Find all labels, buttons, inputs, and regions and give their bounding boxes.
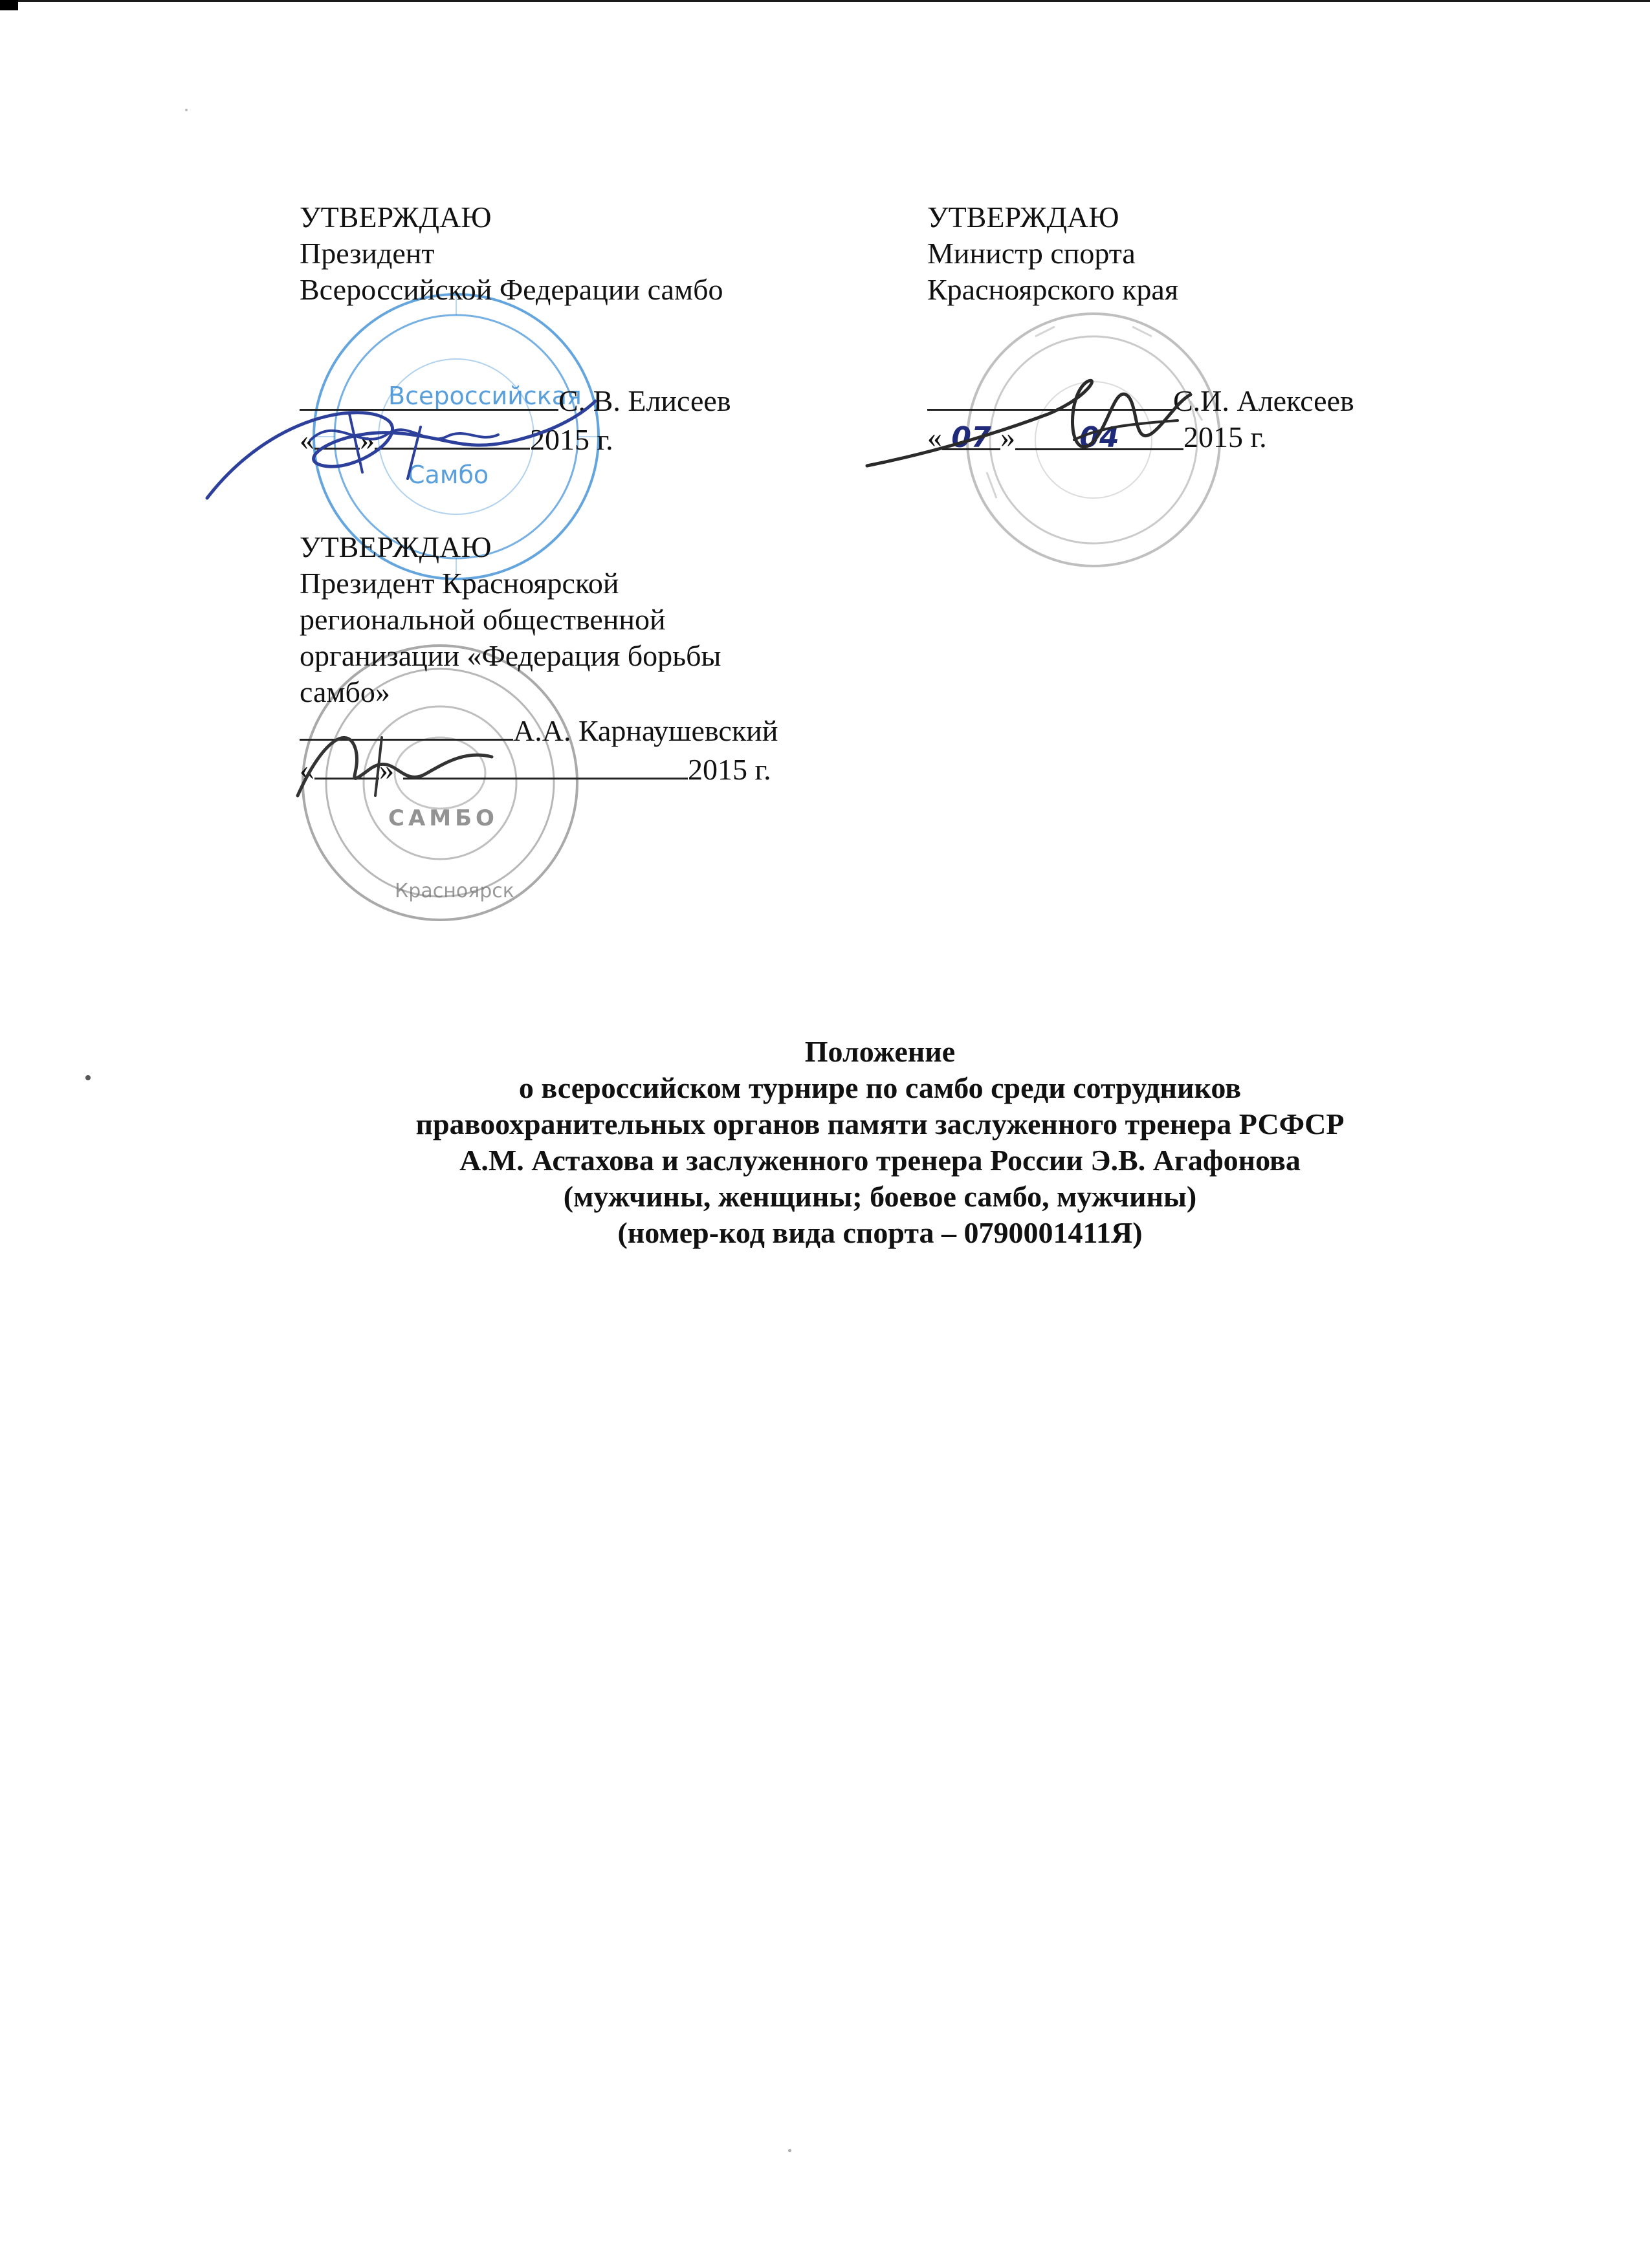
scan-top-edge xyxy=(0,0,1650,2)
signature-underline xyxy=(300,710,513,741)
document-title xyxy=(233,1034,1527,1251)
scan-corner-mark xyxy=(0,0,18,10)
approval-role: Президент xyxy=(300,237,435,270)
date-quote-close: » xyxy=(360,423,375,456)
day-blank xyxy=(314,749,379,780)
approval-heading: УТВЕРЖДАЮ xyxy=(927,201,1119,234)
date-line xyxy=(927,419,1354,455)
day-blank xyxy=(314,419,360,450)
approval-block-president-federation xyxy=(300,199,731,458)
signature-underline xyxy=(927,380,1173,411)
signatory-name: А.А. Карнаушевский xyxy=(513,714,778,747)
approval-block-minister xyxy=(927,199,1354,455)
regional-stamp-text: САМБО xyxy=(388,805,498,831)
approval-line: Президент Красноярской xyxy=(300,567,619,600)
date-year: 2015 г. xyxy=(688,753,771,786)
federation-stamp-subtext: Самбо xyxy=(408,461,489,489)
signature-line xyxy=(300,710,778,749)
signature-line xyxy=(300,380,731,419)
date-quote-open: « xyxy=(300,753,314,786)
title-line: Положение xyxy=(804,1035,956,1068)
approval-organization: Красноярского края xyxy=(927,273,1178,306)
federation-stamp-text: Всероссийская xyxy=(388,382,582,410)
date-quote-close: » xyxy=(1000,420,1015,453)
signatory-name: С. В. Елисеев xyxy=(558,384,731,417)
month-blank xyxy=(375,419,530,450)
scan-speck xyxy=(185,109,188,111)
date-line xyxy=(300,419,731,458)
title-line: А.М. Астахова и заслуженного тренера России Э.В. Агафонова xyxy=(459,1144,1301,1177)
approval-line: организации «Федерация борьбы xyxy=(300,639,721,672)
approval-organization: Всероссийской Федерации самбо xyxy=(300,273,723,306)
date-year: 2015 г. xyxy=(530,423,613,456)
signature-underline xyxy=(300,380,558,411)
approval-heading: УТВЕРЖДАЮ xyxy=(300,530,492,563)
date-day-handwritten: 07 xyxy=(942,420,1000,450)
date-year: 2015 г. xyxy=(1183,420,1267,453)
title-line: (мужчины, женщины; боевое самбо, мужчины) xyxy=(563,1180,1197,1213)
regional-stamp-subtext: Красноярск xyxy=(395,880,514,902)
title-line: о всероссийском турнире по самбо среди сотрудников xyxy=(518,1071,1242,1104)
date-quote-open: « xyxy=(300,423,314,456)
approval-role: Министр спорта xyxy=(927,237,1136,270)
signatory-name: С.И. Алексеев xyxy=(1173,384,1354,417)
approval-heading: УТВЕРЖДАЮ xyxy=(300,201,492,234)
approval-line: самбо» xyxy=(300,675,390,708)
month-blank xyxy=(403,749,688,780)
signature-line xyxy=(927,380,1354,419)
approval-line: региональной общественной xyxy=(300,603,666,636)
scan-speck xyxy=(788,2149,791,2152)
approval-block-regional-federation xyxy=(300,529,778,788)
date-month-handwritten: 04 xyxy=(1015,420,1183,450)
scan-speck xyxy=(85,1075,91,1080)
title-line: правоохранительных органов памяти заслуженного тренера РСФСР xyxy=(415,1107,1345,1140)
date-quote-close: » xyxy=(379,753,394,786)
date-line xyxy=(300,749,778,788)
title-line: (номер-код вида спорта – 0790001411Я) xyxy=(617,1216,1143,1249)
date-quote-open: « xyxy=(927,420,942,453)
